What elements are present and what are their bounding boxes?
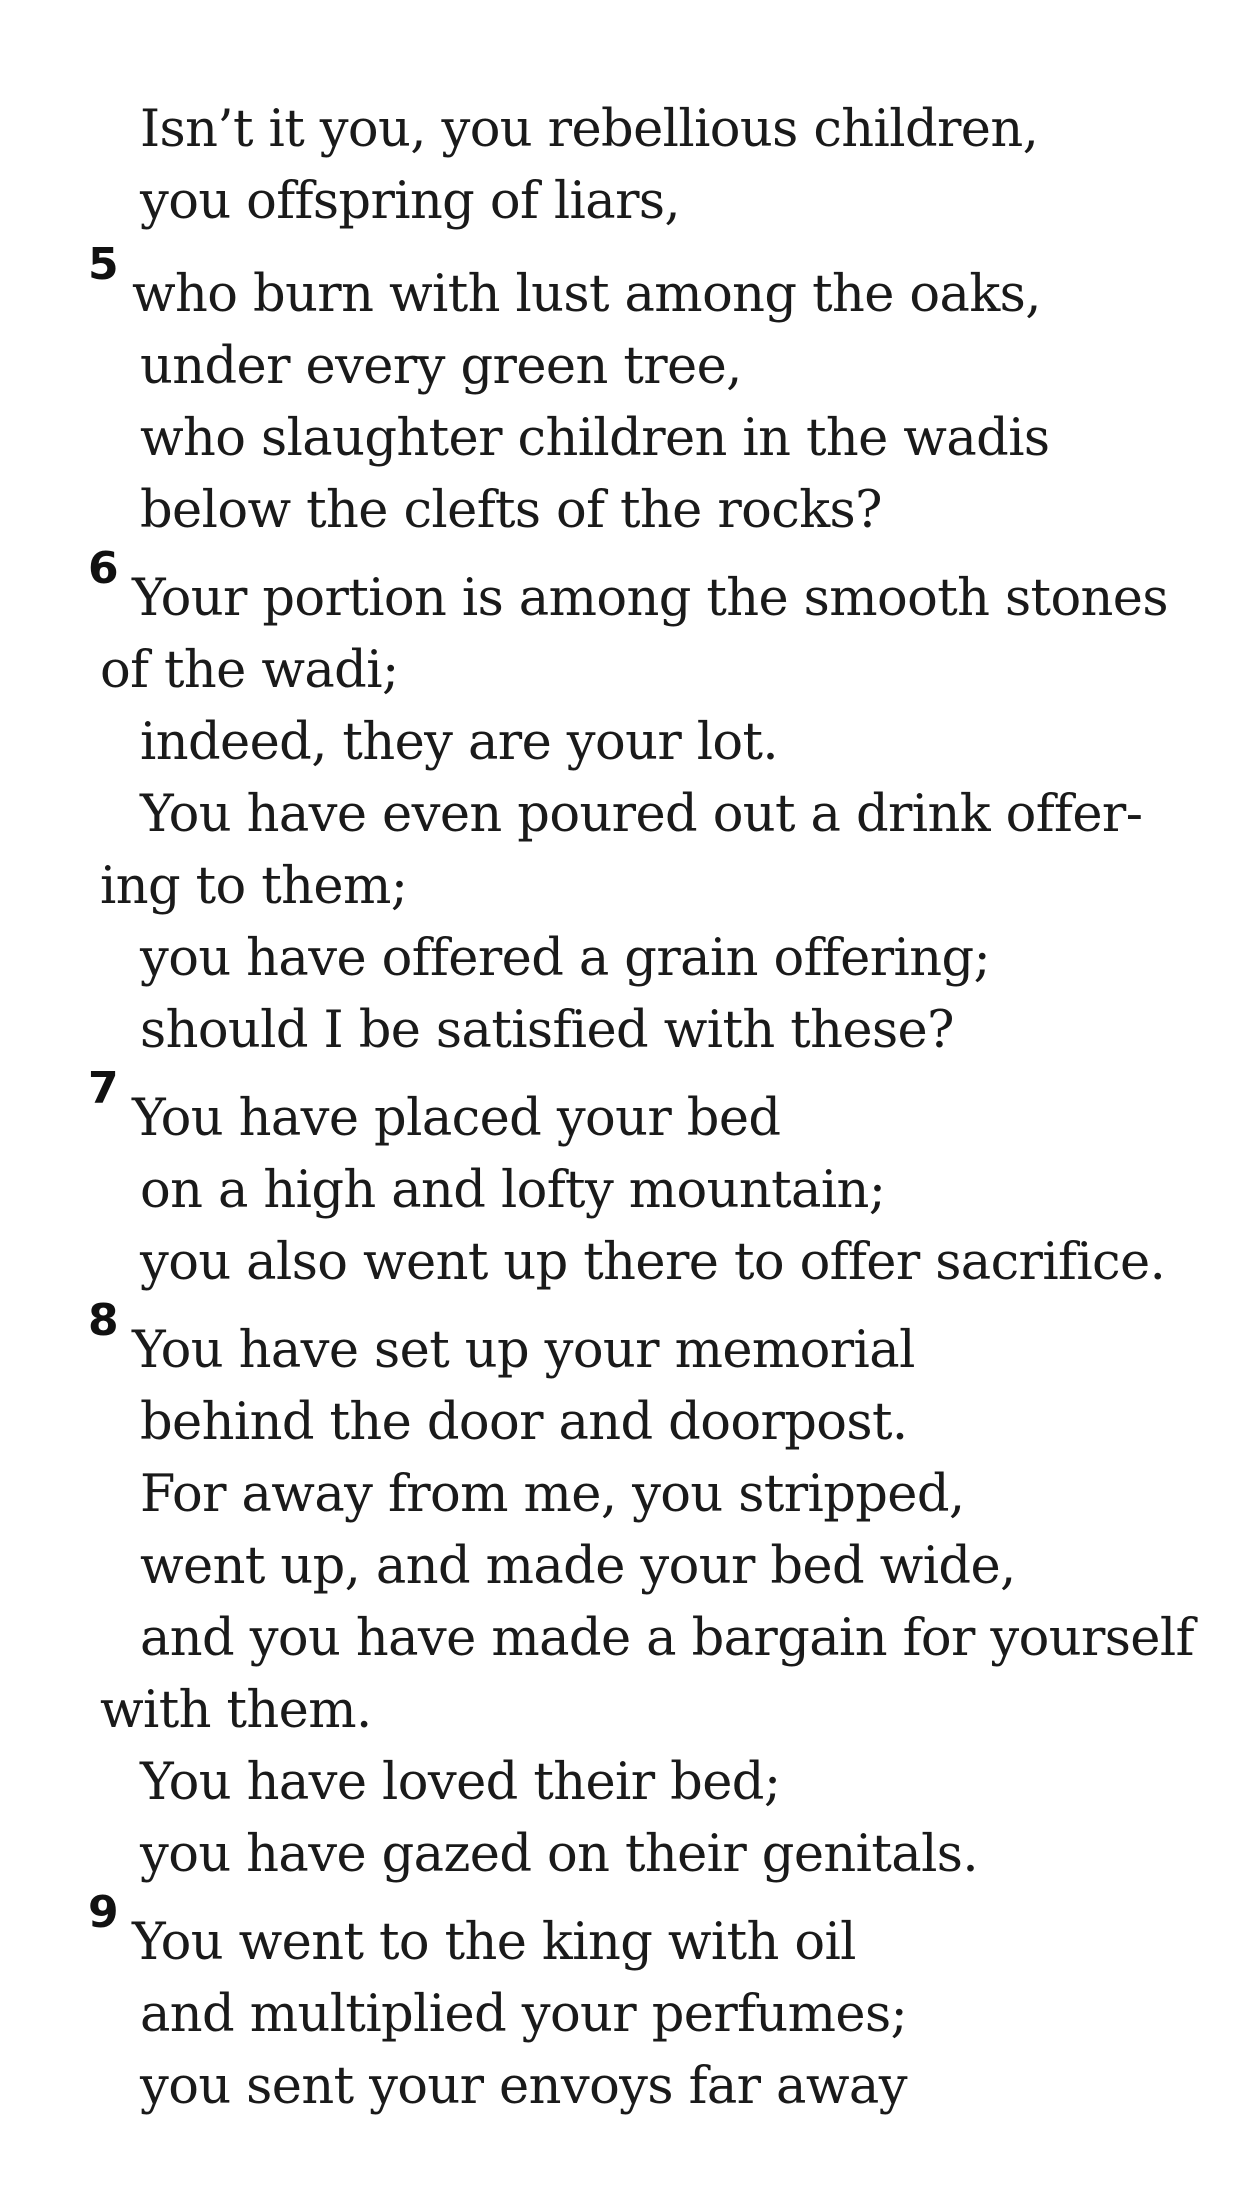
text-line: ing to them;	[100, 857, 408, 916]
text-line: and you have made a bargain for yourself	[140, 1609, 1194, 1668]
text-line: under every green tree,	[140, 337, 742, 396]
text-line: you offspring of liars,	[140, 172, 681, 231]
text-line: with them.	[100, 1681, 372, 1740]
text-line: Isn’t it you, you rebellious children,	[140, 100, 1039, 159]
text-line: For away from me, you stripped,	[140, 1465, 965, 1524]
text-line: indeed, they are your lot.	[140, 713, 779, 772]
text-line: behind the door and doorpost.	[140, 1393, 908, 1452]
text-line: you also went up there to offer sacrifice.	[140, 1233, 1166, 1292]
text-line: You have loved their bed;	[140, 1753, 781, 1812]
text-line: You went to the king with oil	[132, 1913, 856, 1972]
text-line: you sent your envoys far away	[140, 2057, 907, 2116]
text-line: you have offered a grain offering;	[140, 929, 991, 988]
text-line: who slaughter children in the wadis	[140, 409, 1050, 468]
verse-number: 7	[88, 1063, 119, 1114]
text-line: who burn with lust among the oaks,	[132, 265, 1041, 324]
text-line: You have set up your memorial	[132, 1321, 915, 1380]
text-line: of the wadi;	[100, 641, 399, 700]
verse-number: 9	[88, 1887, 119, 1938]
text-line: went up, and made your bed wide,	[140, 1537, 1016, 1596]
text-line: on a high and lofty mountain;	[140, 1161, 886, 1220]
verse-number: 5	[88, 239, 119, 290]
verse-number: 6	[88, 543, 119, 594]
text-line: you have gazed on their genitals.	[140, 1825, 978, 1884]
verse-number: 8	[88, 1295, 119, 1346]
text-line: You have even poured out a drink offer-	[140, 785, 1143, 844]
text-line: below the clefts of the rocks?	[140, 481, 882, 540]
text-line: You have placed your bed	[132, 1089, 781, 1148]
text-line: should I be satisfied with these?	[140, 1001, 954, 1060]
text-line: Your portion is among the smooth stones	[132, 569, 1168, 628]
text-line: and multiplied your perfumes;	[140, 1985, 908, 2044]
